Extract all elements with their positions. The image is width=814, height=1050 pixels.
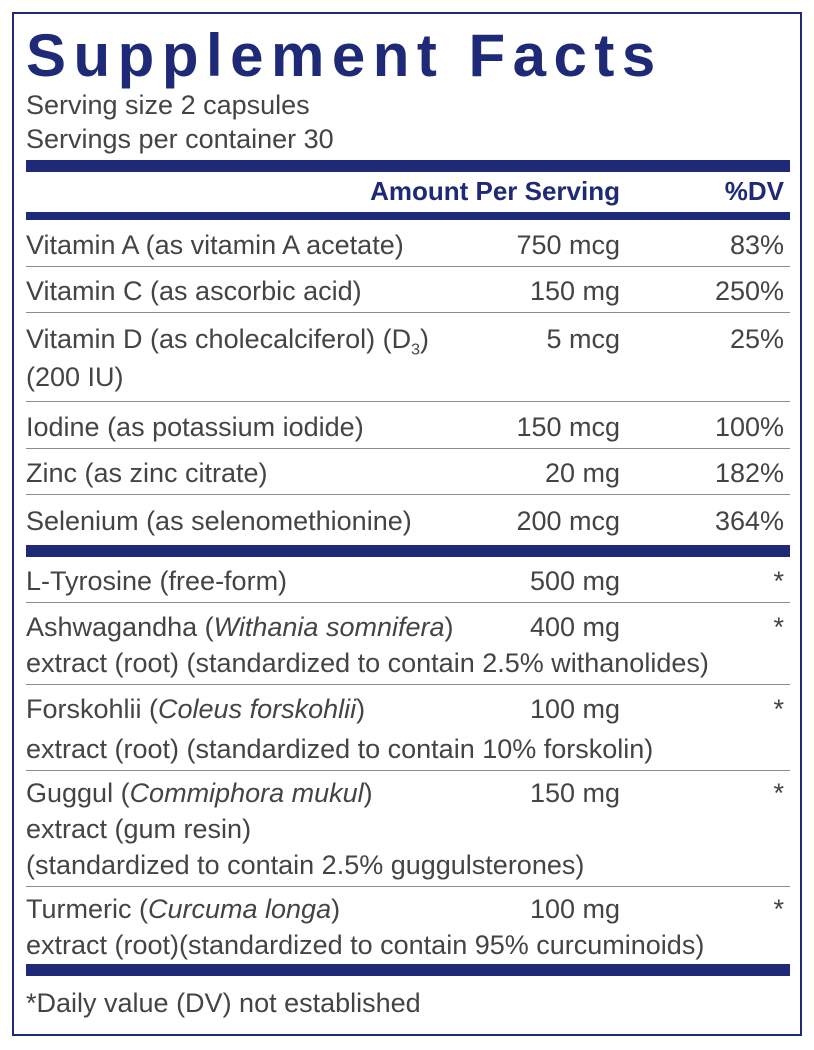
divider-bar-middle	[26, 545, 790, 557]
nutrient-name-line2: (200 IU)	[26, 362, 124, 392]
ingredient-dv: *	[773, 566, 784, 596]
nutrient-name-part: )	[420, 324, 430, 354]
ingredient-name	[26, 896, 340, 923]
nutrient-amount: 150 mcg	[516, 412, 620, 442]
nutrient-dv: 83%	[729, 230, 784, 260]
servings-per-container: Servings per container 30	[26, 124, 334, 154]
panel-title: Supplement Facts	[26, 22, 663, 89]
nutrient-name	[26, 324, 430, 359]
nutrient-name: Iodine (as potassium iodide)	[26, 412, 364, 442]
row-divider	[26, 494, 790, 495]
row-divider	[26, 312, 790, 313]
ingredient-detail: extract (gum resin)	[26, 814, 252, 844]
ingredient-detail: extract (root) (standardized to contain 2.5% withanolides)	[26, 648, 709, 678]
ingredient-detail: (standardized to contain 2.5% guggulsterones)	[26, 850, 585, 880]
nutrient-amount: 750 mcg	[516, 230, 620, 260]
row-divider	[26, 770, 790, 771]
ingredient-name-part: )	[331, 894, 341, 924]
nutrient-name: Vitamin A (as vitamin A acetate)	[26, 230, 404, 260]
nutrient-dv: 25%	[729, 324, 784, 354]
row-divider	[26, 684, 790, 685]
ingredient-name-part: Guggul (	[26, 778, 130, 808]
row-divider	[26, 602, 790, 603]
footnote: *Daily value (DV) not established	[26, 988, 421, 1018]
ingredient-name-part: Forskohlii (	[26, 694, 159, 724]
ingredient-name: L-Tyrosine (free-form)	[26, 566, 288, 596]
ingredient-amount: 400 mg	[529, 612, 620, 642]
nutrient-name-subscript: 3	[411, 341, 421, 359]
nutrient-dv: 100%	[714, 412, 784, 442]
ingredient-dv: *	[773, 778, 784, 808]
ingredient-name	[26, 696, 365, 723]
ingredient-amount: 500 mg	[529, 566, 620, 596]
ingredient-dv: *	[773, 894, 784, 924]
ingredient-latin-name: Commiphora mukul	[129, 778, 364, 808]
ingredient-name	[26, 780, 373, 807]
nutrient-name: Selenium (as selenomethionine)	[26, 506, 412, 536]
divider-bar-header	[26, 212, 790, 220]
ingredient-dv: *	[773, 694, 784, 724]
supplement-facts-panel	[12, 12, 802, 1036]
nutrient-name: Vitamin C (as ascorbic acid)	[26, 276, 362, 306]
ingredient-detail: extract (root) (standardized to contain 10% forskolin)	[26, 734, 654, 764]
nutrient-dv: 250%	[714, 276, 784, 306]
nutrient-amount: 200 mcg	[516, 506, 620, 536]
ingredient-dv: *	[773, 612, 784, 642]
ingredient-amount: 100 mg	[529, 694, 620, 724]
nutrient-amount: 20 mg	[544, 458, 620, 488]
ingredient-name-part: Ashwagandha (	[26, 612, 214, 642]
row-divider	[26, 266, 790, 267]
nutrient-amount: 150 mg	[529, 276, 620, 306]
nutrient-dv: 364%	[714, 506, 784, 536]
ingredient-latin-name: Withania somnifera	[213, 612, 445, 642]
ingredient-name-part: )	[356, 694, 366, 724]
divider-bar-bottom	[26, 964, 790, 976]
ingredient-name-part: )	[363, 778, 373, 808]
ingredient-latin-name: Curcuma longa	[148, 894, 332, 924]
row-divider	[26, 886, 790, 887]
ingredient-amount: 150 mg	[529, 778, 620, 808]
row-divider	[26, 448, 790, 449]
header-dv: %DV	[724, 176, 784, 206]
ingredient-name-part: )	[444, 612, 454, 642]
nutrient-amount: 5 mcg	[546, 324, 620, 354]
divider-bar-top	[26, 160, 790, 172]
nutrient-name: Zinc (as zinc citrate)	[26, 458, 268, 488]
serving-size: Serving size 2 capsules	[26, 90, 310, 120]
ingredient-name-part: Turmeric (	[26, 894, 148, 924]
header-amount-per-serving: Amount Per Serving	[370, 176, 620, 206]
ingredient-detail: extract (root)(standardized to contain 95% curcuminoids)	[26, 930, 705, 960]
row-divider	[26, 401, 790, 402]
nutrient-name-part: Vitamin D (as cholecalciferol) (D	[26, 324, 412, 354]
ingredient-latin-name: Coleus forskohlii	[158, 694, 357, 724]
ingredient-name	[26, 614, 454, 641]
nutrient-dv: 182%	[714, 458, 784, 488]
ingredient-amount: 100 mg	[529, 894, 620, 924]
